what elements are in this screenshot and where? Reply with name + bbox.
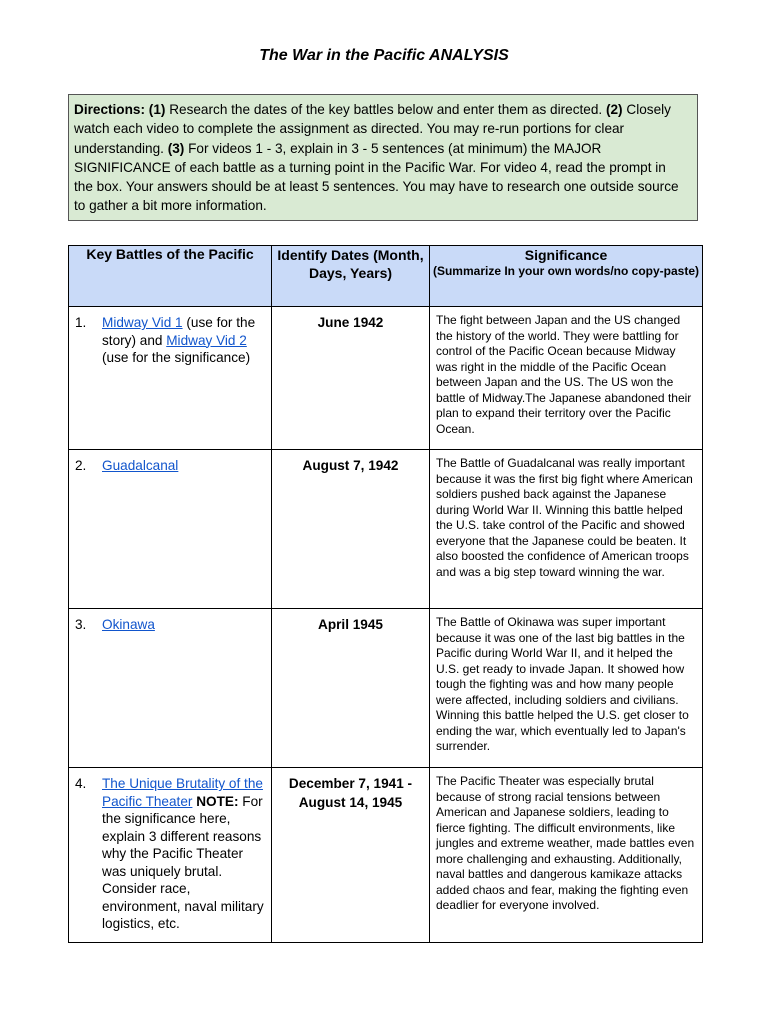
battle-cell [69,609,272,768]
date-cell: August 7, 1942 [272,450,430,609]
header-dates: Identify Dates (Month, Days, Years) [272,246,430,307]
significance-cell: The fight between Japan and the US changed the history of the world. They were battling for control of the Pacific Ocean because Midway was right in the middle of the Pacific Ocean between Japan and the US. The US won the battle of Midway.The Japanese abandoned their plan to expand their territory over the Pacific Ocean. [430,307,703,450]
step1-text: Research the dates of the key battles below and enter them as directed. [165,102,606,117]
table-row [69,450,703,609]
table-row [69,307,703,450]
table-header-row [69,246,703,307]
battles-table [68,245,703,943]
header-significance-subtitle: (Summarize In your own words/no copy-paste) [432,264,700,278]
significance-cell: The Battle of Guadalcanal was really important because it was the first big fight where American soldiers pushed back against the Japanese during World War II. Winning this battle helped the U.S. take control of the Pacific and showed everyone that the Japanese could be beaten. It also boosted the confidence of American troops and was a big step toward winning the war. [430,450,703,609]
table-row [69,768,703,943]
battle-cell [69,450,272,609]
row-number: 3. [75,617,87,632]
battle-text: (use for the significance) [102,350,251,365]
table-row [69,609,703,768]
step1-number: (1) [148,102,166,117]
battle-cell [69,768,272,943]
battle-cell [69,307,272,450]
date-cell: December 7, 1941 - August 14, 1945 [272,768,430,943]
step3-number: (3) [167,140,185,156]
step2-text: Closely watch each video to complete the assignment as directed. You may re-run portions for clear understanding. [74,102,671,156]
row-number: 1. [75,315,87,330]
significance-cell: The Battle of Okinawa was super important because it was one of the last big battles in the Pacific during World War II, and it helped the U.S. get ready to invade Japan. It showed how tough the fighting was and how many people were affected, including soldiers and civilians. Winning this battle helped the U.S. get closer to ending the war, which eventually led to Japan's surrender. [430,609,703,768]
row-number: 2. [75,458,87,473]
header-battles: Key Battles of the Pacific [69,246,272,307]
page-title: The War in the Pacific ANALYSIS [259,47,509,64]
step2-number: (2) [605,102,623,117]
pacific-theater-brutality-link[interactable]: The Unique Brutality of the Pacific Theater [102,776,263,809]
row-number: 4. [75,776,87,791]
date-cell: April 1945 [272,609,430,768]
header-significance [430,246,703,307]
step3-text: For videos 1 - 3, explain in 3 - 5 sentences (at minimum) the MAJOR SIGNIFICANCE of each battle as a turning point in the Pacific War. For video 4, read the prompt in the box. Your answers should be at least 5 sentences. You may have to research one outside source to gather a bit more information. [74,140,679,214]
battle-text: For the significance here, explain 3 different reasons why the Pacific Theater was uniquely brutal. Consider race, environment, naval military logistics, etc. [102,793,264,931]
significance-cell: The Pacific Theater was especially brutal because of strong racial tensions between American and Japanese soldiers, leading to fierce fighting. The difficult environments, like jungles and extreme weather, made battles even more challenging and exhausting. Additionally, naval battles and dangerous kamikaze attacks added chaos and fear, making the fighting even deadlier for everyone involved. [430,768,703,943]
battle-text: (use for the story) and [102,315,256,348]
guadalcanal-link[interactable]: Guadalcanal [102,458,179,473]
okinawa-link[interactable]: Okinawa [102,617,155,632]
midway-vid-2-link[interactable]: Midway Vid 2 [166,332,247,348]
note-label: NOTE: [196,793,239,809]
date-cell: June 1942 [272,307,430,450]
directions-label: Directions: [74,102,146,117]
header-significance-title: Significance [524,247,608,263]
midway-vid-1-link[interactable]: Midway Vid 1 [102,315,183,330]
directions-box [68,94,698,221]
